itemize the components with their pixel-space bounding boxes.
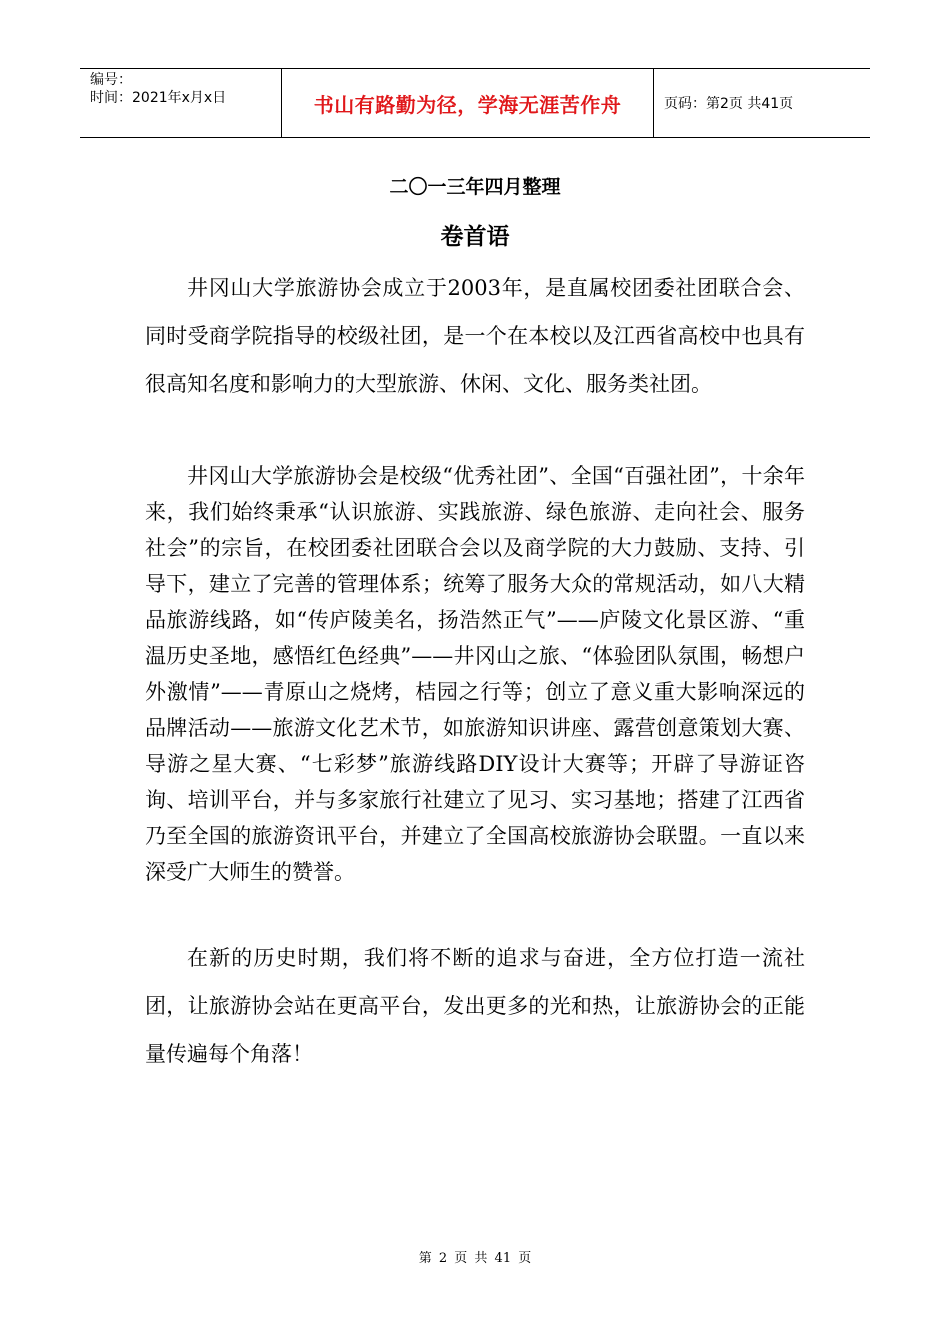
header-page-info: 页码：第2页 共41页 (664, 96, 794, 112)
header-motto: 书山有路勤为径，学海无涯苦作舟 (281, 69, 654, 137)
page-title: 卷首语 (440, 223, 510, 250)
document-time-label: 时间：2021年x月x日 (90, 90, 227, 106)
date-title: 二〇一三年四月整理 (389, 176, 561, 198)
header-table (80, 68, 870, 138)
paragraph-outlook: 在新的历史时期，我们将不断的追求与奋进，全方位打造一流社团，让旅游协会站在更高平台，发出更多的光和热，让旅游协会的正能量传遍每个角落！ (145, 946, 805, 1066)
paragraph-intro: 井冈山大学旅游协会成立于2003年，是直属校团委社团联合会、同时受商学院指导的校级社团，是一个在本校以及江西省高校中也具有很高知名度和影响力的大型旅游、休闲、文化、服务类社团。 (145, 276, 805, 396)
paragraph-achievements: 井冈山大学旅游协会是校级“优秀社团”、全国“百强社团”，十余年来，我们始终秉承“认识旅游、实践旅游、绿色旅游、走向社会、服务社会”的宗旨，在校团委社团联合会以及商学院的大力鼓励、支持、引导下，建立了完善的管理体系；统筹了服务大众的常规活动，如八大精品旅游线路，如“传庐陵美名，扬浩然正气”——庐陵文化景区游、“重温历史圣地，感悟红色经典”——井冈山之旅、“体验团队氛围，畅想户外激情”——青原山之烧烤，桔园之行等；创立了意义重大影响深远的品牌活动——旅游文化艺术节，如旅游知识讲座、露营创意策划大赛、导游之星大赛、“七彩梦”旅游线路DIY设计大赛等；开辟了导游证咨询、培训平台，并与多家旅行社建立了见习、实习基地；搭建了江西省乃至全国的旅游资讯平台，并建立了全国高校旅游协会联盟。一直以来深受广大师生的赞誉。 (145, 464, 805, 884)
header-meta-cell (80, 69, 281, 137)
footer-page-number: 第 2 页 共 41 页 (418, 1251, 532, 1266)
document-number-label: 编号： (90, 72, 132, 88)
